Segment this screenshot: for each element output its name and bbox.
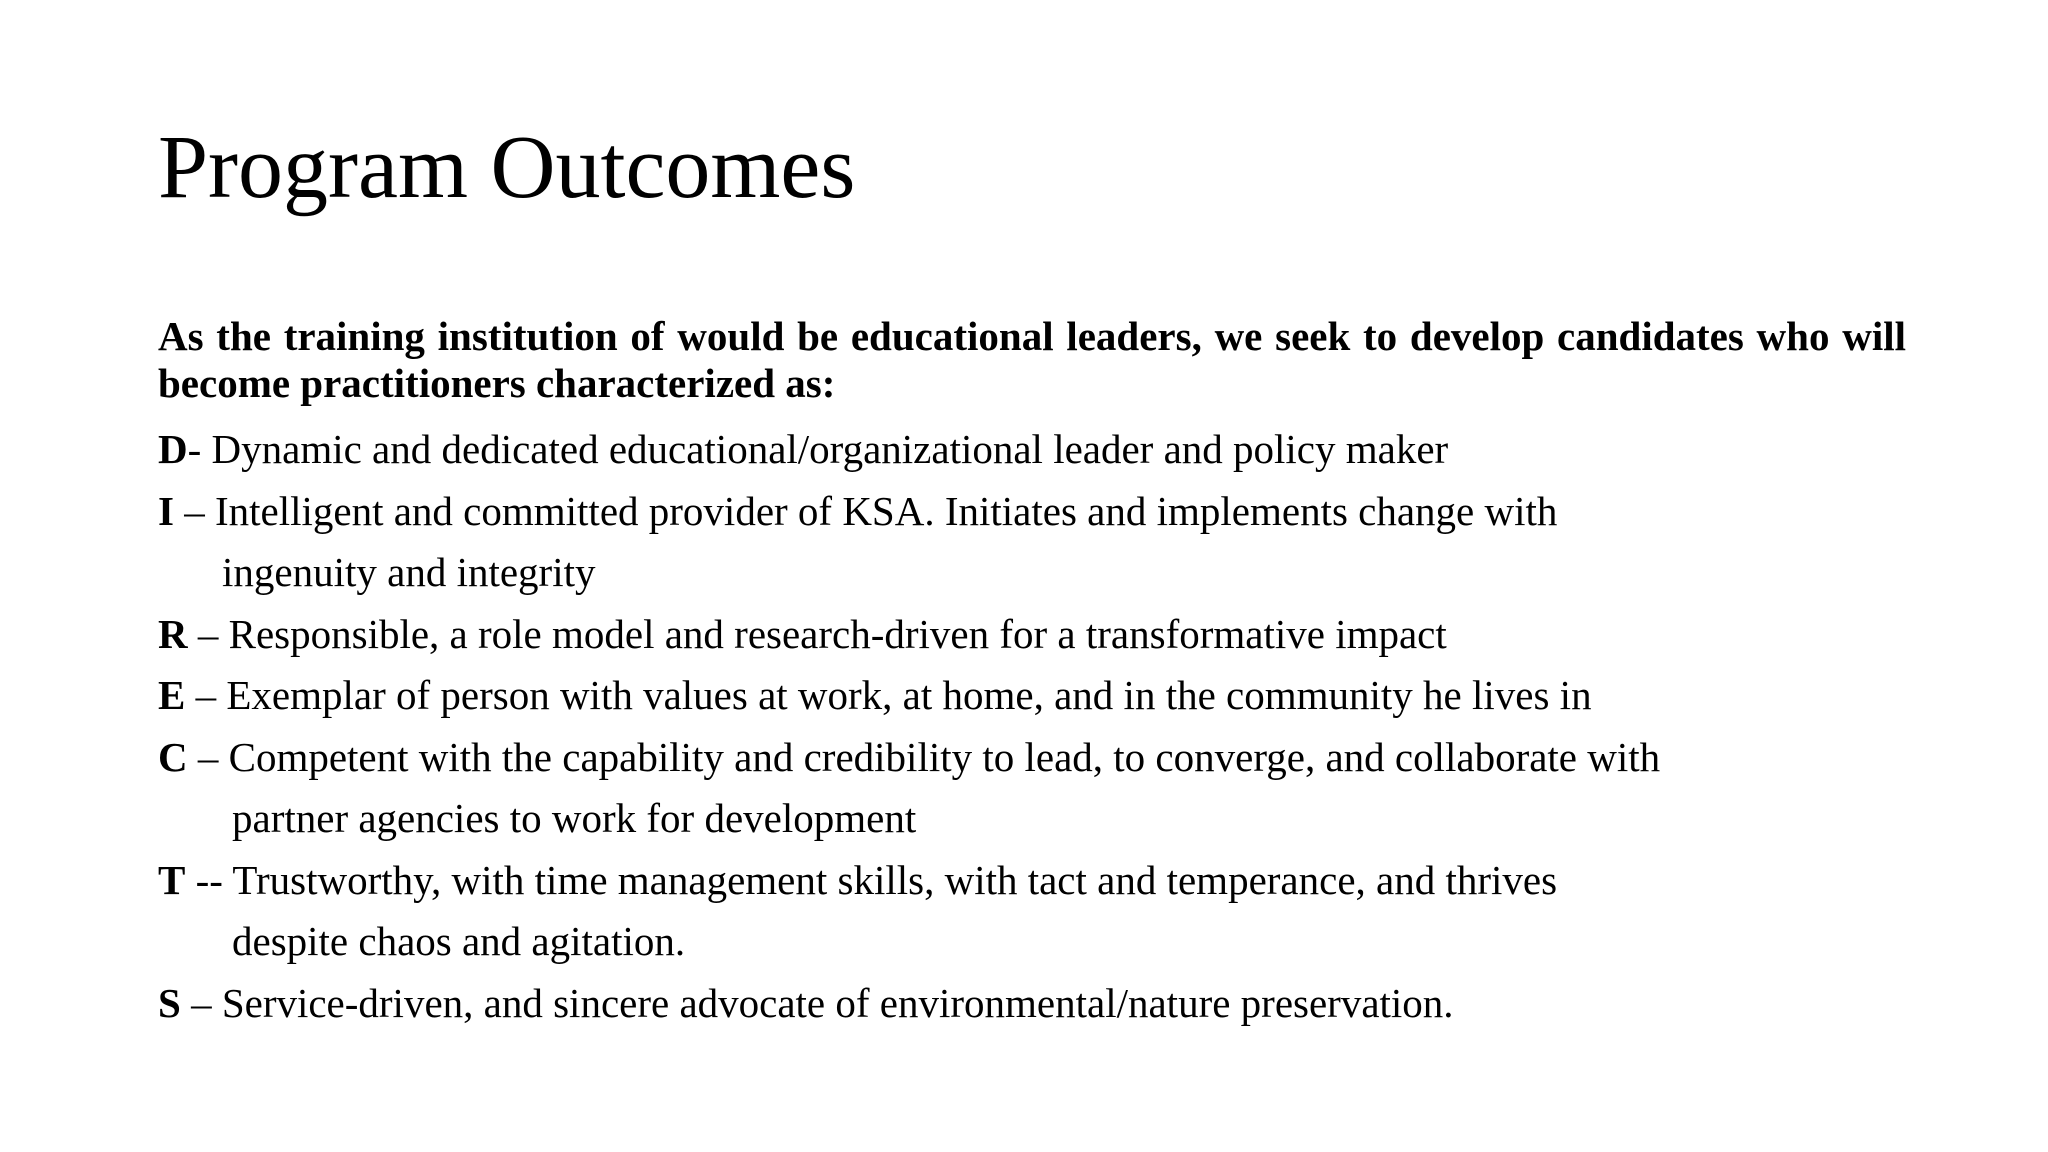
outcome-letter: C (158, 733, 188, 780)
outcome-item-t (158, 850, 1906, 973)
outcome-letter: T (158, 856, 186, 903)
outcome-text: – Service-driven, and sincere advocate of environmental/nature preservation. (180, 979, 1454, 1026)
outcome-text: -- Trustworthy, with time management skills, with tact and temperance, and thrives (185, 856, 1558, 903)
outcome-item-d (158, 419, 1906, 481)
outcome-item-r (158, 604, 1906, 666)
outcome-item-e (158, 665, 1906, 727)
intro-paragraph: As the training institution of would be educational leaders, we seek to develop candidates who will become practitioners characterized as: (158, 313, 1906, 406)
outcome-text: – Competent with the capability and credibility to lead, to converge, and collaborate with (187, 733, 1661, 780)
outcome-text: – Intelligent and committed provider of KSA. Initiates and implements change with (173, 487, 1558, 534)
outcome-item-c (158, 727, 1906, 850)
outcome-text-continuation: partner agencies to work for development (232, 795, 917, 841)
outcome-letter: E (158, 672, 186, 718)
outcome-letter: R (158, 610, 188, 657)
outcome-text-continuation: despite chaos and agitation. (232, 918, 686, 964)
outcome-text: – Exemplar of person with values at work, at home, and in the community he lives in (185, 672, 1592, 718)
outcome-text: - Dynamic and dedicated educational/organizational leader and policy maker (187, 426, 1449, 472)
outcome-item-s (158, 973, 1906, 1035)
outcome-item-i (158, 481, 1906, 604)
slide-body (158, 313, 1906, 1034)
outcome-text: – Responsible, a role model and research-driven for a transformative impact (187, 610, 1447, 657)
outcome-letter: D (158, 426, 188, 472)
slide-title: Program Outcomes (158, 118, 856, 217)
outcome-letter: I (158, 487, 174, 534)
outcome-text-continuation: ingenuity and integrity (222, 549, 596, 595)
outcome-letter: S (158, 979, 181, 1026)
